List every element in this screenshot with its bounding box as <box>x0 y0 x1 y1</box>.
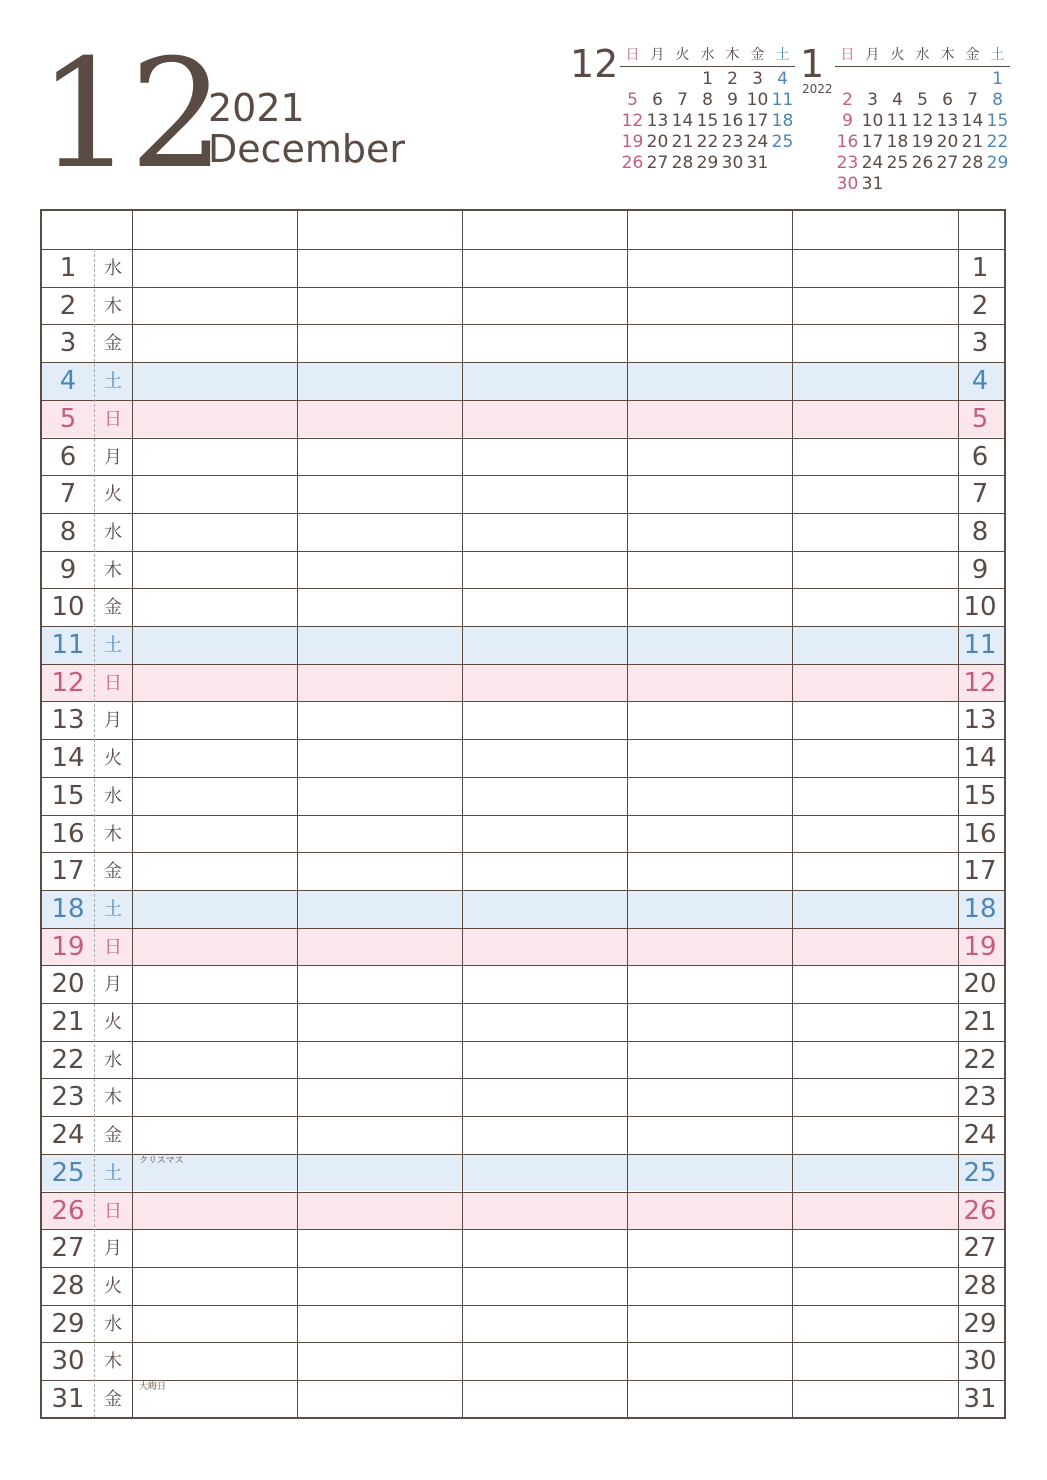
mini-day: 5 <box>917 90 928 110</box>
day-of-week: 土 <box>104 371 122 393</box>
day-of-week: 金 <box>104 333 122 355</box>
day-number: 17 <box>51 856 85 887</box>
day-number: 8 <box>59 516 77 547</box>
table-row <box>42 287 1004 325</box>
mini-day: 9 <box>727 90 738 110</box>
mini-day: 1 <box>702 69 713 89</box>
mini-grid <box>835 44 1010 195</box>
mini-day: 11 <box>771 90 794 110</box>
mini-day: 31 <box>861 174 884 194</box>
mini-day: 7 <box>967 90 978 110</box>
mini-day: 9 <box>842 111 853 131</box>
day-number-right: 25 <box>963 1157 997 1188</box>
day-of-week: 日 <box>104 408 122 430</box>
day-number: 2 <box>59 290 77 321</box>
table-row <box>42 475 1004 513</box>
mini-day: 17 <box>861 132 884 152</box>
day-number-right: 18 <box>963 893 997 924</box>
mini-week-row <box>835 174 1010 195</box>
day-number-right: 20 <box>963 969 997 1000</box>
mini-week-row <box>835 153 1010 174</box>
weekday-divider <box>94 249 95 1417</box>
day-number: 27 <box>51 1233 85 1264</box>
day-number: 9 <box>59 554 77 585</box>
mini-week-row <box>835 90 1010 111</box>
mini-weekday: 火 <box>675 46 690 63</box>
day-of-week: 水 <box>104 1313 122 1335</box>
table-row <box>42 1305 1004 1343</box>
column-divider <box>627 211 628 1417</box>
mini-day: 18 <box>886 132 909 152</box>
table-row <box>42 1078 1004 1116</box>
mini-day: 25 <box>886 153 909 173</box>
day-of-week: 木 <box>104 823 122 845</box>
day-number: 10 <box>51 592 85 623</box>
table-row <box>42 1342 1004 1380</box>
mini-week-row <box>835 132 1010 153</box>
table-row <box>42 588 1004 626</box>
mini-day: 20 <box>646 132 669 152</box>
mini-day: 22 <box>986 132 1009 152</box>
day-number: 23 <box>51 1082 85 1113</box>
mini-weekday: 木 <box>725 46 740 63</box>
mini-day: 23 <box>721 132 744 152</box>
day-of-week: 水 <box>104 521 122 543</box>
mini-week-row <box>620 153 795 174</box>
day-number: 12 <box>51 667 85 698</box>
mini-day: 31 <box>746 153 769 173</box>
day-number-right: 23 <box>963 1082 997 1113</box>
day-number: 22 <box>51 1044 85 1075</box>
table-row <box>42 626 1004 664</box>
mini-day: 2 <box>727 69 738 89</box>
mini-week-row <box>620 111 795 132</box>
table-row <box>42 249 1004 287</box>
day-of-week: 火 <box>104 1012 122 1033</box>
day-of-week: 水 <box>104 1049 122 1071</box>
mini-weekday: 土 <box>775 46 790 63</box>
day-number-right: 2 <box>971 290 989 321</box>
mini-day: 25 <box>771 132 794 152</box>
mini-day: 10 <box>861 111 884 131</box>
mini-day: 13 <box>646 111 669 131</box>
mini-day: 7 <box>677 90 688 110</box>
mini-day: 29 <box>696 153 719 173</box>
day-number-right: 10 <box>963 592 997 623</box>
table-row <box>42 928 1004 966</box>
table-row <box>42 852 1004 890</box>
day-of-week: 土 <box>104 635 122 656</box>
day-number: 21 <box>51 1007 85 1037</box>
mini-weekday: 木 <box>940 46 955 63</box>
day-of-week: 金 <box>104 861 122 883</box>
mini-day: 23 <box>836 153 859 173</box>
day-number-right: 29 <box>963 1308 997 1339</box>
mini-day: 1 <box>992 69 1003 89</box>
mini-day: 19 <box>621 132 644 152</box>
mini-weekday: 金 <box>750 46 765 63</box>
day-number: 6 <box>59 441 77 472</box>
day-of-week: 日 <box>104 1200 122 1222</box>
mini-day: 26 <box>911 153 934 173</box>
table-row <box>42 362 1004 400</box>
table-row <box>42 965 1004 1003</box>
mini-day: 29 <box>986 153 1009 173</box>
table-row <box>42 438 1004 476</box>
mini-day: 11 <box>886 111 909 131</box>
table-row <box>42 1267 1004 1305</box>
mini-day: 4 <box>777 69 788 89</box>
mini-weekday: 日 <box>625 46 640 63</box>
mini-day: 14 <box>961 111 984 131</box>
day-number: 5 <box>59 403 77 434</box>
year-label: 2021 <box>208 86 305 130</box>
mini-weekday-header <box>835 44 1010 67</box>
mini-day: 2 <box>842 90 853 110</box>
mini-day: 5 <box>627 90 638 110</box>
mini-day: 21 <box>961 132 984 152</box>
day-number-right: 13 <box>963 705 997 736</box>
mini-weekday: 月 <box>650 46 665 63</box>
column-divider <box>297 211 298 1417</box>
day-of-week: 土 <box>104 898 122 920</box>
day-number-right: 9 <box>971 554 989 585</box>
day-number-right: 8 <box>971 516 989 547</box>
day-number-right: 27 <box>963 1233 997 1264</box>
mini-day: 10 <box>746 90 769 110</box>
mini-day: 18 <box>771 111 794 131</box>
day-of-week: 木 <box>104 1087 122 1109</box>
day-number-right: 14 <box>963 743 997 774</box>
table-row <box>42 815 1004 853</box>
day-number-right: 11 <box>963 630 997 660</box>
table-row <box>42 1116 1004 1154</box>
day-number: 18 <box>51 893 85 924</box>
mini-week-row <box>620 90 795 111</box>
schedule-table <box>40 209 1006 1419</box>
day-number: 1 <box>59 253 77 283</box>
day-number: 14 <box>51 743 85 774</box>
day-number-right: 28 <box>963 1270 997 1301</box>
day-number-right: 26 <box>963 1195 997 1226</box>
day-number-right: 5 <box>971 403 989 434</box>
mini-day: 15 <box>986 111 1009 131</box>
day-number: 19 <box>51 931 85 962</box>
mini-day: 15 <box>696 111 719 131</box>
day-number-right: 1 <box>971 253 989 283</box>
day-number-right: 17 <box>963 856 997 887</box>
mini-day: 30 <box>836 174 859 194</box>
mini-day: 3 <box>752 69 763 89</box>
day-number: 7 <box>59 479 77 510</box>
day-of-week: 火 <box>104 484 122 506</box>
day-number: 31 <box>51 1384 85 1414</box>
mini-day: 12 <box>911 111 934 131</box>
mini-day: 19 <box>911 132 934 152</box>
table-row <box>42 777 1004 815</box>
day-of-week: 金 <box>104 597 122 619</box>
mini-day: 16 <box>721 111 744 131</box>
mini-day: 17 <box>746 111 769 131</box>
day-number-right: 30 <box>963 1346 997 1377</box>
mini-week-row <box>835 69 1010 90</box>
mini-weekday-header <box>620 44 795 67</box>
day-of-week: 土 <box>104 1162 122 1184</box>
table-row <box>42 1380 1004 1418</box>
mini-day: 26 <box>621 153 644 173</box>
table-row <box>42 1003 1004 1041</box>
table-row <box>42 890 1004 928</box>
day-of-week: 日 <box>104 936 122 958</box>
day-number-right: 22 <box>963 1044 997 1075</box>
day-number-right: 7 <box>971 479 989 510</box>
day-of-week: 木 <box>104 295 122 317</box>
mini-day: 20 <box>936 132 959 152</box>
mini-day: 28 <box>671 153 694 173</box>
day-number-right: 16 <box>963 818 997 849</box>
day-number-right: 3 <box>971 328 989 359</box>
day-number-right: 24 <box>963 1120 997 1151</box>
day-number: 3 <box>59 328 77 359</box>
day-number: 13 <box>51 705 85 736</box>
day-number-right: 12 <box>963 667 997 698</box>
mini-day: 3 <box>867 90 878 110</box>
table-row <box>42 701 1004 739</box>
mini-grid <box>620 44 795 174</box>
day-of-week: 木 <box>104 559 122 581</box>
mini-day: 8 <box>992 90 1003 110</box>
day-number: 4 <box>59 366 77 397</box>
column-divider <box>462 211 463 1417</box>
holiday-note: 大晦日 <box>139 1382 167 1392</box>
day-number-right: 21 <box>963 1007 997 1037</box>
day-number-right: 31 <box>963 1384 997 1414</box>
day-of-week: 月 <box>104 1238 122 1260</box>
mini-weekday: 金 <box>965 46 980 63</box>
mini-week-row <box>835 111 1010 132</box>
day-of-week: 火 <box>104 748 122 770</box>
table-row <box>42 324 1004 362</box>
day-of-week: 金 <box>104 1125 122 1147</box>
day-number: 24 <box>51 1120 85 1151</box>
month-number: 12 <box>38 28 221 202</box>
mini-weekday: 水 <box>915 46 930 63</box>
day-of-week: 火 <box>104 1275 122 1297</box>
mini-day: 8 <box>702 90 713 110</box>
mini-day: 28 <box>961 153 984 173</box>
mini-day: 21 <box>671 132 694 152</box>
mini-day: 6 <box>942 90 953 110</box>
day-of-week: 月 <box>104 974 122 996</box>
day-number-right: 6 <box>971 441 989 472</box>
mini-weekday: 土 <box>990 46 1005 63</box>
day-number: 26 <box>51 1195 85 1226</box>
day-of-week: 月 <box>104 446 122 468</box>
day-number: 11 <box>51 630 85 660</box>
day-number: 15 <box>51 780 85 811</box>
mini-weekday: 月 <box>865 46 880 63</box>
day-of-week: 日 <box>104 672 122 694</box>
mini-weekday: 日 <box>840 46 855 63</box>
table-row <box>42 400 1004 438</box>
day-of-week: 木 <box>104 1351 122 1373</box>
day-of-week: 金 <box>104 1389 122 1410</box>
column-divider <box>958 211 959 1417</box>
mini-day: 13 <box>936 111 959 131</box>
day-of-week: 水 <box>104 258 122 279</box>
mini-day: 27 <box>936 153 959 173</box>
table-row <box>42 513 1004 551</box>
mini-month-number: 12 <box>570 42 619 86</box>
mini-week-row <box>620 69 795 90</box>
mini-weekday: 火 <box>890 46 905 63</box>
mini-day: 27 <box>646 153 669 173</box>
mini-day: 4 <box>892 90 903 110</box>
mini-month-number: 1 <box>800 42 825 86</box>
table-row <box>42 1041 1004 1079</box>
mini-day: 24 <box>746 132 769 152</box>
table-row <box>42 1154 1004 1192</box>
column-divider <box>132 211 133 1417</box>
mini-day: 12 <box>621 111 644 131</box>
day-number-right: 19 <box>963 931 997 962</box>
mini-day: 16 <box>836 132 859 152</box>
table-row <box>42 664 1004 702</box>
day-number: 16 <box>51 818 85 849</box>
table-row <box>42 1192 1004 1230</box>
mini-day: 14 <box>671 111 694 131</box>
mini-week-row <box>620 132 795 153</box>
mini-day: 22 <box>696 132 719 152</box>
mini-day: 30 <box>721 153 744 173</box>
day-number: 29 <box>51 1308 85 1339</box>
day-number-right: 15 <box>963 780 997 811</box>
day-number: 25 <box>51 1157 85 1188</box>
day-of-week: 水 <box>104 785 122 807</box>
table-row <box>42 551 1004 589</box>
table-row <box>42 1229 1004 1267</box>
day-number-right: 4 <box>971 366 989 397</box>
mini-year-label: 2022 <box>802 82 833 96</box>
day-number: 20 <box>51 969 85 1000</box>
mini-day: 6 <box>652 90 663 110</box>
day-of-week: 月 <box>104 710 122 732</box>
day-number: 30 <box>51 1346 85 1377</box>
day-number: 28 <box>51 1270 85 1301</box>
table-row <box>42 739 1004 777</box>
mini-weekday: 水 <box>700 46 715 63</box>
month-name: December <box>208 127 406 171</box>
mini-day: 24 <box>861 153 884 173</box>
holiday-note: クリスマス <box>139 1155 184 1166</box>
column-divider <box>792 211 793 1417</box>
